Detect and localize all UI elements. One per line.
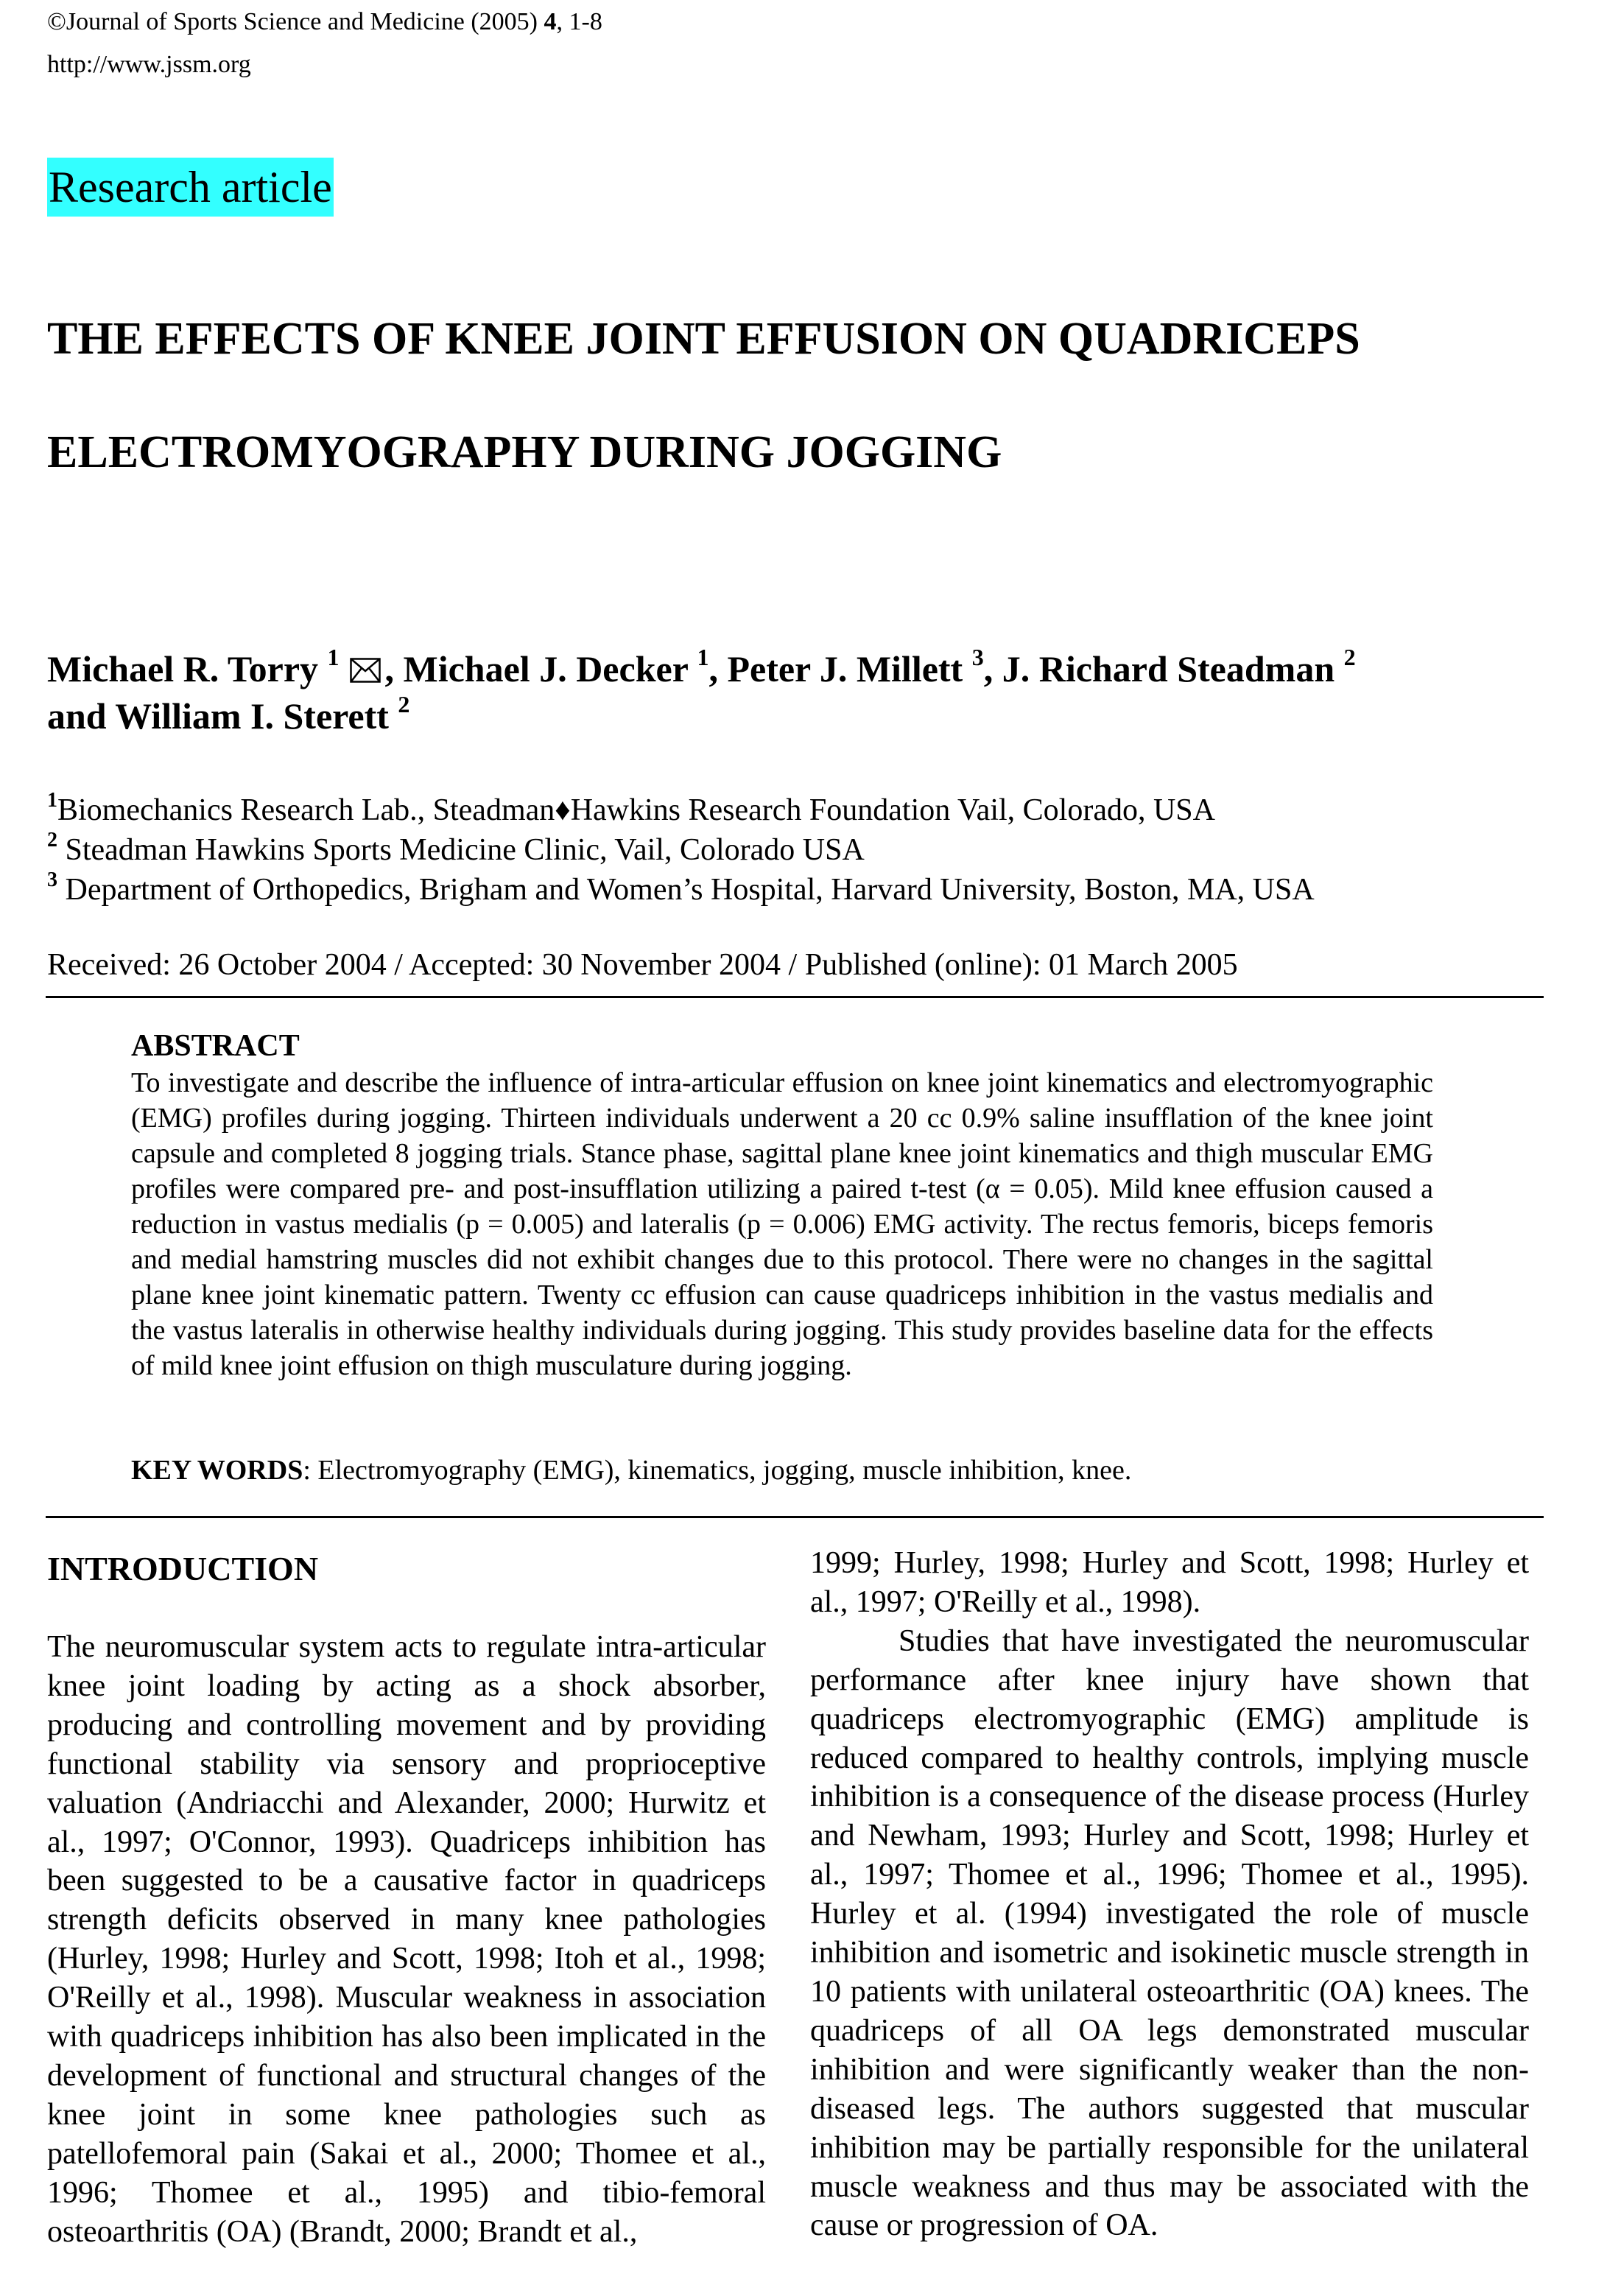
article-type-label: Research article (47, 158, 334, 217)
affiliation-text: Department of Orthopedics, Brigham and Women’s Hospital, Harvard University, Boston, MA, USA (57, 873, 1315, 907)
affiliation-text: Steadman Hawkins Sports Medicine Clinic, Vail, Colorado USA (57, 833, 865, 867)
affiliation-marker: 3 (47, 868, 57, 891)
keywords-text: : Electromyography (EMG), kinematics, jogging, muscle inhibition, knee. (303, 1455, 1132, 1486)
paragraph: The neuromuscular system acts to regulate intra-articular knee joint loading by acting as a shock absorber, producing and controlling movement and by providing functional stability via sensory and proprioceptive valuation (Andriacchi and Alexander, 2000; Hurwitz et al., 1997; O'Connor, 1993). Quadriceps inhibition has been suggested to be a causative factor in quadriceps strength deficits observed in many knee pathologies (Hurley, 1998; Hurley and Scott, 1998; Itoh et al., 1998; O'Reilly et al., 1998). Muscular weakness in association with quadriceps inhibition has also been implicated in the development of functional and structural changes of the knee joint in some knee pathologies such as patellofemoral pain (Sakai et al., 2000; Thomee et al., 1996; Thomee et al., 1995) and tibio-femoral osteoarthritis (OA) (Brandt, 2000; Brandt et al., (47, 1630, 766, 2249)
keywords (131, 1453, 1131, 1488)
author-line-1 (47, 645, 1356, 692)
author-affiliation-marker: 3 (971, 644, 984, 670)
body-column-right (810, 1544, 1529, 2245)
divider (46, 996, 1544, 998)
author-affiliation-marker: 2 (398, 691, 410, 717)
author-affiliation-marker: 1 (697, 644, 709, 670)
author-affiliation-marker: 2 (1343, 644, 1356, 670)
author-name: and William I. Sterett (47, 695, 389, 737)
author-line-2 (47, 692, 1356, 740)
paragraph: 1999; Hurley, 1998; Hurley and Scott, 1998; Hurley et al., 1997; O'Reilly et al., 1998). (810, 1546, 1529, 1619)
envelope-icon[interactable] (350, 658, 381, 683)
affiliation-marker: 2 (47, 829, 57, 852)
affiliation-2 (47, 831, 865, 869)
section-heading-introduction: INTRODUCTION (47, 1550, 319, 1587)
author-affiliation-marker: 1 (327, 644, 340, 670)
abstract-heading: ABSTRACT (131, 1029, 300, 1063)
journal-volume: 4 (544, 8, 557, 35)
keywords-label: KEY WORDS (131, 1455, 303, 1486)
affiliation-marker: 1 (47, 789, 57, 812)
journal-url[interactable]: http://www.jssm.org (47, 51, 251, 78)
affiliation-3 (47, 868, 1315, 909)
article-title-line-2: ELECTROMYOGRAPHY DURING JOGGING (47, 427, 1002, 477)
paragraph: Studies that have investigated the neuromuscular performance after knee injury have shown that quadriceps electromyographic (EMG) amplitude is reduced compared to healthy controls, implying muscle inhibition is a consequence of the disease process (Hurley and Newham, 1993; Hurley and Scott, 1998; Hurley et al., 1997; Thomee et al., 1996; Thomee et al., 1995). Hurley et al. (1994) investigated the role of muscle inhibition and isometric and isokinetic muscle strength in 10 patients with unilateral osteoarthritic (OA) knees. The quadriceps of all OA legs demonstrated muscular inhibition and were significantly weaker than the non- diseased legs. The authors suggested that muscular inhibition may be partially responsible for the unilateral muscle weakness and thus may be associated with the cause or progression of OA. (810, 1623, 1529, 2243)
author-list (47, 645, 1356, 740)
author-name: , Michael J. Decker (384, 648, 688, 689)
author-name: Michael R. Torry (47, 648, 319, 689)
author-name: , Peter J. Millett (708, 648, 963, 689)
publication-dates: Received: 26 October 2004 / Accepted: 30 November 2004 / Published (online): 01 March 2005 (47, 948, 1238, 982)
journal-name: ©Journal of Sports Science and Medicine (2005) (47, 8, 544, 35)
article-title-line-1: THE EFFECTS OF KNEE JOINT EFFUSION ON QUADRICEPS (47, 314, 1360, 364)
author-name: , J. Richard Steadman (983, 648, 1335, 689)
abstract-text: To investigate and describe the influence of intra-articular effusion on knee joint kinematics and electromyographic (EMG) profiles during jogging. Thirteen individuals underwent a 20 cc 0.9% saline insufflation of the knee joint capsule and completed 8 jogging trials. Stance phase, sagittal plane knee joint kinematics and thigh muscular EMG profiles were compared pre- and post-insufflation utilizing a paired t-test (α = 0.05). Mild knee effusion caused a reduction in vastus medialis (p = 0.005) and lateralis (p = 0.006) EMG activity. The rectus femoris, biceps femoris and medial hamstring muscles did not exhibit changes due to this protocol. There were no changes in the sagittal plane knee joint kinematic pattern. Twenty cc effusion can cause quadriceps inhibition in the vastus medialis and the vastus lateralis in otherwise healthy individuals during jogging. This study provides baseline data for the effects of mild knee joint effusion on thigh musculature during jogging. (131, 1067, 1433, 1381)
journal-pages: , 1-8 (556, 8, 602, 35)
divider (46, 1516, 1544, 1518)
affiliation-1 (47, 791, 1215, 829)
journal-citation (47, 7, 602, 37)
affiliation-text: Biomechanics Research Lab., Steadman♦Hawkins Research Foundation Vail, Colorado, USA (57, 793, 1215, 827)
body-column-left (47, 1628, 766, 2252)
